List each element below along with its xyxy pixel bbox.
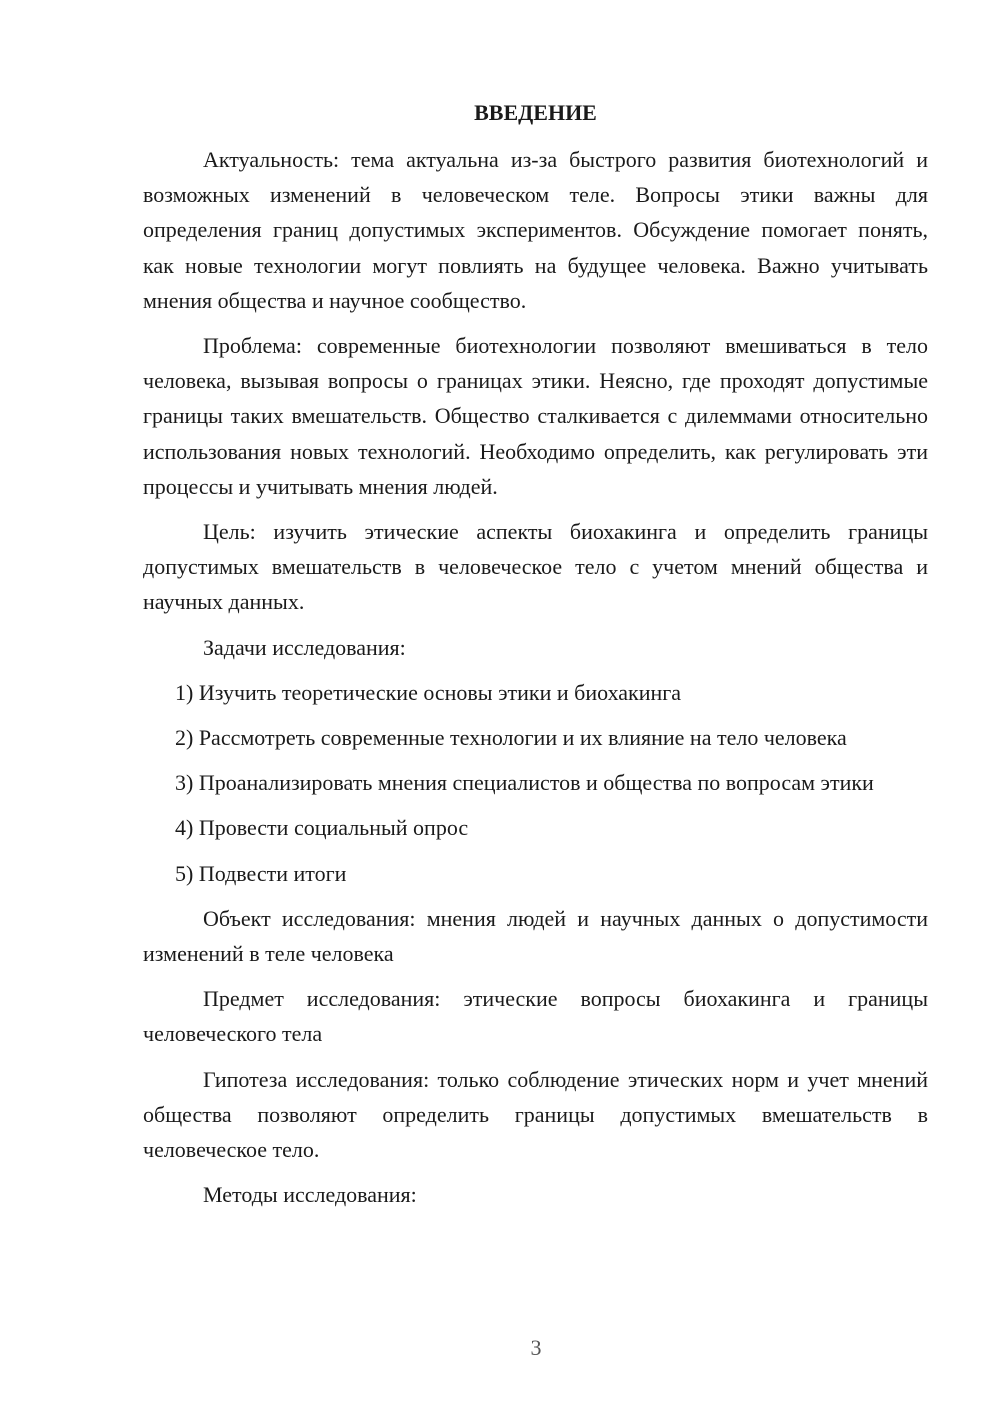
task-item: 3) Проанализировать мнения специалистов и общества по вопросам этики	[175, 770, 874, 796]
hypothesis-paragraph: Гипотеза исследования: только соблюдение этических норм и учет мнений общества позволяют определить границы допустимых вмешательств в человеческое тело.	[143, 1066, 928, 1163]
object-paragraph: Объект исследования: мнения людей и научных данных о допустимости изменений в теле человека	[143, 905, 928, 967]
problem-paragraph: Проблема: современные биотехнологии позволяют вмешиваться в тело человека, вызывая вопросы о границах этики. Неясно, где проходят допустимые границы таких вмешательств. Общество сталкивается с дилеммами относительно использования новых технологий. Необходимо определить, как регулировать эти процессы и учитывать мнения людей.	[143, 333, 928, 499]
task-item: 5) Подвести итоги	[175, 860, 347, 886]
task-item: 4) Провести социальный опрос	[175, 815, 469, 841]
task-item: 2) Рассмотреть современные технологии и их влияние на тело человека	[175, 725, 847, 751]
subject-paragraph: Предмет исследования: этические вопросы биохакинга и границы человеческого тела	[143, 986, 928, 1047]
methods-heading: Методы исследования:	[203, 1182, 417, 1208]
relevance-paragraph: Актуальность: тема актуальна из-за быстрого развития биотехнологий и возможных изменений в человеческом теле. Вопросы этики важны для определения границ допустимых экспериментов. Обсуждение помогает понять, как новые технологии могут повлиять на будущее человека. Важно учитывать мнения общества и научное сообщество.	[143, 147, 928, 313]
page-number: 3	[530, 1335, 542, 1360]
page-title: ВВЕДЕНИЕ	[474, 100, 597, 125]
page-content	[143, 95, 928, 1212]
tasks-heading: Задачи исследования:	[203, 634, 406, 660]
goal-paragraph: Цель: изучить этические аспекты биохакинга и определить границы допустимых вмешательств в человеческое тело с учетом мнений общества и научных данных.	[143, 519, 928, 615]
task-item: 1) Изучить теоретические основы этики и биохакинга	[175, 679, 682, 705]
